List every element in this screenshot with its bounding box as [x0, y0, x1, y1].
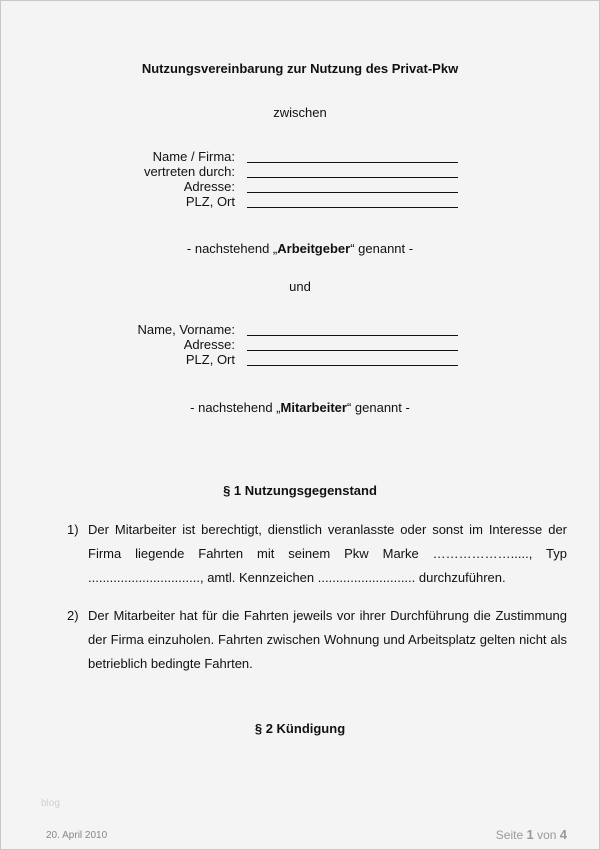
document-title: Nutzungsvereinbarung zur Nutzung des Privat-Pkw	[141, 61, 459, 76]
section-2-heading: § 2 Kündigung	[254, 721, 346, 736]
note-text: “ genannt -	[350, 241, 414, 256]
footer-date: 20. April 2010	[46, 830, 108, 841]
current-page: 1	[526, 827, 534, 842]
item-number: 2)	[67, 608, 79, 623]
note-text: - nachstehend „	[190, 400, 281, 415]
blank-line	[247, 365, 458, 366]
blank-line	[247, 207, 458, 208]
blank-line	[247, 192, 458, 193]
and-text: und	[289, 279, 311, 294]
list-item	[67, 518, 567, 590]
field-label-adresse: Adresse:	[183, 337, 235, 352]
field-label-name-vorname: Name, Vorname:	[137, 322, 235, 337]
field-label-adresse: Adresse:	[183, 179, 235, 194]
list-item	[67, 604, 567, 676]
item-number: 1)	[67, 522, 79, 537]
blank-line	[247, 177, 458, 178]
note-text: - nachstehend „	[186, 241, 278, 256]
blank-line	[247, 350, 458, 351]
field-label-plz-ort: PLZ, Ort	[185, 352, 235, 367]
item-text: Der Mitarbeiter ist berechtigt, dienstlich veranlasste oder sonst im Interesse der Firma liegende Fahrten mit seinem Pkw Marke ………………....., Typ ..............................., amtl. Kennzeichen ........................... durchzuführen.	[88, 522, 567, 585]
employer-note	[1, 241, 599, 256]
item-text: Der Mitarbeiter hat für die Fahrten jeweils vor ihrer Durchführung die Zustimmung der Firma einzuholen. Fahrten zwischen Wohnung und Arbeitsplatz gelten nicht als betrieblich bedingte Fahrten.	[88, 608, 567, 671]
section-1-heading: § 1 Nutzungsgegenstand	[223, 483, 377, 498]
employee-note	[1, 400, 599, 415]
field-label-plz-ort: PLZ, Ort	[185, 194, 235, 209]
employer-term: Arbeitgeber	[277, 241, 351, 256]
blank-line	[247, 335, 458, 336]
employee-term: Mitarbeiter	[280, 400, 347, 415]
blank-line	[247, 162, 458, 163]
field-label-name-firma: Name / Firma:	[152, 149, 235, 164]
between-text: zwischen	[273, 105, 327, 120]
page-indicator	[496, 827, 567, 842]
total-pages: 4	[559, 827, 567, 842]
of-label: von	[537, 828, 557, 842]
page-label: Seite	[495, 828, 524, 842]
watermark: blog	[41, 798, 60, 809]
note-text: “ genannt -	[346, 400, 410, 415]
field-label-vertreten: vertreten durch:	[143, 164, 235, 179]
